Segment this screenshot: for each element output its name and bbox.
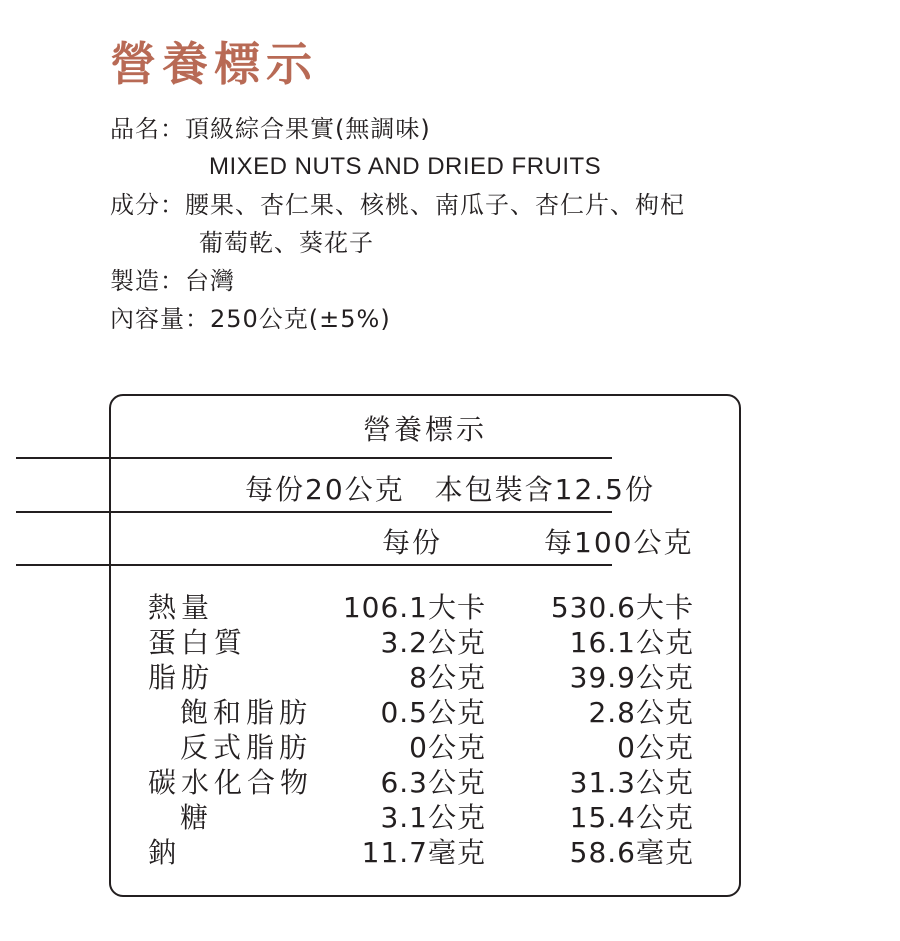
label-separator: ： [185,305,210,333]
nutrient-name: 飽和脂肪 [180,696,313,729]
nutrient-name: 脂肪 [148,661,215,694]
nutrient-per-serving: 106.1大卡 [342,591,486,624]
nutrient-per-serving: 11.7毫克 [361,836,486,869]
nutrient-row [148,765,708,800]
product-name-zh: 頂級綜合果實(無調味) [185,115,431,143]
ingredients-line-1: 腰果、杏仁果、核桃、南瓜子、杏仁片、枸杞 [185,191,685,219]
nutrient-row [148,590,708,625]
origin-row [110,262,870,300]
ingredients-row [110,186,870,262]
nutrient-name: 反式脂肪 [180,731,313,764]
nutrient-per-100g: 16.1公克 [569,626,694,659]
nutrient-per-serving: 0.5公克 [380,696,486,729]
column-header-per-serving: 每份 [382,526,443,559]
label-separator: ： [160,267,185,295]
nutrient-per-100g: 0公克 [617,731,694,764]
nutrient-name: 鈉 [148,836,182,869]
serving-info: 每份20公克 本包裝含12.5份 [245,473,655,506]
nutrient-row [148,695,708,730]
product-name-row [110,110,870,186]
nutrient-row [148,800,708,835]
nutrient-per-100g: 2.8公克 [588,696,694,729]
net-content-row [110,300,870,338]
divider [16,457,612,459]
nutrient-per-100g: 31.3公克 [569,766,694,799]
nutrient-per-100g: 15.4公克 [569,801,694,834]
page-heading: 營養標示 [110,37,318,91]
panel-title: 營養標示 [362,413,487,446]
label-separator: ： [160,115,185,143]
nutrient-per-100g: 39.9公克 [569,661,694,694]
product-name-label: 品名 [110,115,160,143]
nutrient-per-serving: 6.3公克 [380,766,486,799]
nutrient-name: 熱量 [148,591,215,624]
nutrient-table [148,590,708,870]
nutrient-per-100g: 530.6大卡 [550,591,694,624]
label-separator: ： [160,191,185,219]
column-header-per-100g: 每100公克 [544,526,694,559]
net-content-value: 250公克(±5%) [210,305,391,333]
nutrient-per-serving: 3.1公克 [380,801,486,834]
nutrient-name: 碳水化合物 [148,766,314,799]
nutrient-row [148,730,708,765]
ingredients-label: 成分 [110,191,160,219]
origin-value: 台灣 [185,267,235,295]
net-content-label: 內容量 [110,305,185,333]
nutrient-name: 蛋白質 [148,626,248,659]
divider [16,564,612,566]
origin-label: 製造 [110,267,160,295]
nutrient-per-serving: 3.2公克 [380,626,486,659]
nutrient-row [148,660,708,695]
divider [16,511,612,513]
product-info [110,110,870,338]
nutrient-per-serving: 0公克 [409,731,486,764]
nutrient-row [148,835,708,870]
nutrient-name: 糖 [180,801,214,834]
nutrient-row [148,625,708,660]
ingredients-line-2: 葡萄乾、葵花子 [199,229,374,257]
nutrient-per-100g: 58.6毫克 [569,836,694,869]
nutrient-per-serving: 8公克 [409,661,486,694]
product-name-en: MIXED NUTS AND DRIED FRUITS [209,153,602,180]
